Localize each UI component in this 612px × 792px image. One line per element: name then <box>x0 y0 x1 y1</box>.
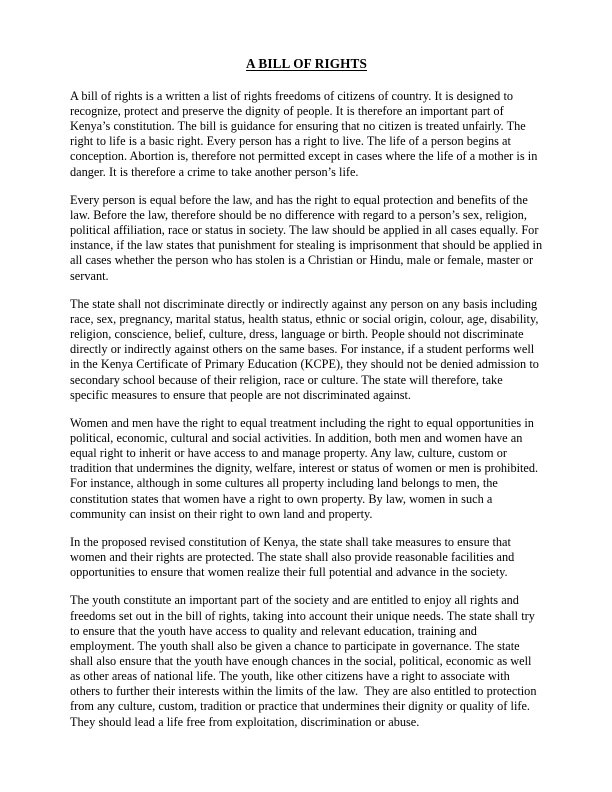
paragraph-womens-rights: In the proposed revised constitution of Kenya, the state shall take measures to ensure that women and their rights are protected. The state shall also provide reasonable facilities and opportunities to ensure that women realize their full potential and advance in the society. <box>70 534 518 580</box>
paragraph-gender-equality: Women and men have the right to equal treatment including the right to equal opportunities in political, economic, cultural and social activities. In addition, both men and women have an equal right to inherit or have access to and manage property. Any law, culture, custom or tradition that undermines the dignity, welfare, interest or status of women or men is prohibited. For instance, although in some cultures all property including land belongs to men, the constitution states that women have a right to own property. By law, women in such a community can insist on their right to own land and property. <box>70 415 542 521</box>
paragraph-equality-before-law: Every person is equal before the law, and has the right to equal protection and benefits of the law. Before the law, therefore should be no difference with regard to a person’s sex, religion, political affiliation, race or status in society. The law should be applied in all cases equally. For instance, if the law states that punishment for stealing is imprisonment that should be applied in all cases whether the person who has stolen is a Christian or Hindu, male or female, master or servant. <box>70 192 546 283</box>
paragraph-intro: A bill of rights is a written a list of rights freedoms of citizens of country. It is designed to recognize, protect and preserve the dignity of people. It is therefore an important part of Kenya’s constitution. The bill is guidance for ensuring that no citizen is treated unfairly. The right to life is a basic right. Every person has a right to live. The life of a person begins at conception. Abortion is, therefore not permitted except in cases where the life of a mother is in danger. It is therefore a crime to take another person’s life. <box>70 88 541 179</box>
page-title-text: A BILL OF RIGHTS <box>245 56 367 71</box>
paragraph-youth-rights: The youth constitute an important part of the society and are entitled to enjoy all rights and freedoms set out in the bill of rights, taking into account their unique needs. The state shall try to ensure that the youth have access to quality and relevant education, training and employment. The youth shall also be given a chance to participate in governance. The state shall also ensure that the youth have enough chances in the social, political, economic as well as other areas of national life. The youth, like other citizens have a right to associate with others to further their interests within the limits of the law. They are also entitled to protection from any culture, custom, tradition or practice that undermines their dignity or quality of life. They should lead a life free from exploitation, discrimination or abuse. <box>70 593 540 729</box>
page-title <box>70 56 543 72</box>
paragraph-non-discrimination: The state shall not discriminate directly or indirectly against any person on any basis including race, sex, pregnancy, marital status, health status, ethnic or social origin, colour, age, disability, religion, conscience, belief, culture, dress, language or birth. People should not discriminate directly or indirectly against others on the same bases. For instance, if a student performs well in the Kenya Certificate of Primary Education (KCPE), they should not be denied admission to secondary school because of their religion, race or culture. The state will therefore, take specific measures to ensure that people are not discriminated against. <box>70 296 543 402</box>
